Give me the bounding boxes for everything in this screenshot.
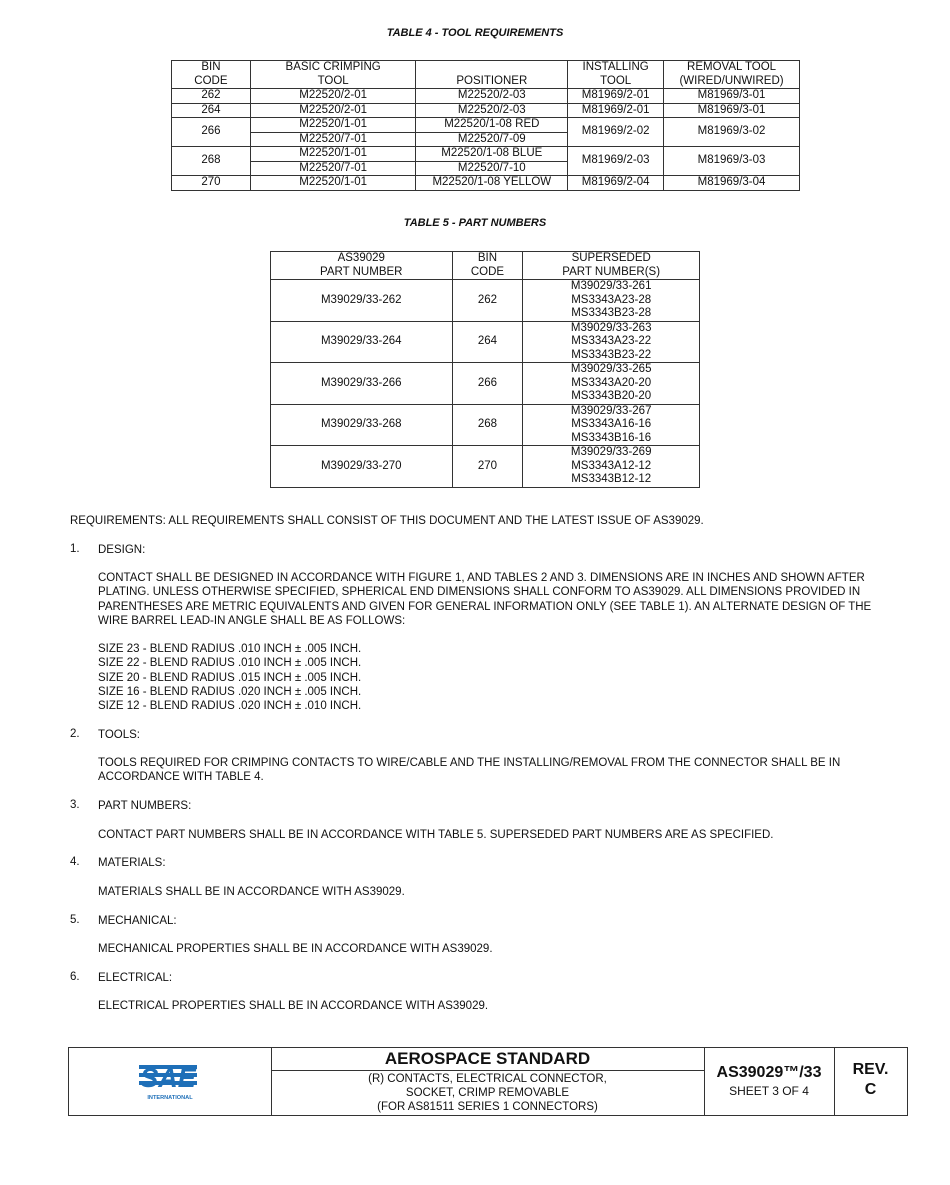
list-item: SIZE 12 - BLEND RADIUS .020 INCH ± .010 INCH. — [98, 700, 362, 713]
cell-part: M39029/33-264 — [271, 321, 453, 363]
cell-bin: 264 — [172, 103, 251, 118]
section-title: MATERIALS: — [98, 857, 166, 869]
svg-text:SAE: SAE — [140, 1063, 196, 1093]
cell-install: M81969/2-01 — [568, 103, 664, 118]
section-number: 6. — [70, 971, 80, 983]
cell-part: M39029/33-262 — [271, 280, 453, 322]
section-body: CONTACT PART NUMBERS SHALL BE IN ACCORDANCE WITH TABLE 5. SUPERSEDED PART NUMBERS ARE AS SPECIFIED. — [98, 829, 774, 841]
cell-superseded: M39029/33-267 MS3343A16-16 MS3343B16-16 — [523, 404, 700, 446]
cell-removal: M81969/3-01 — [664, 103, 800, 118]
table-row — [271, 446, 700, 488]
cell-removal: M81969/3-01 — [664, 89, 800, 104]
cell-superseded: M39029/33-263 MS3343A23-22 MS3343B23-22 — [523, 321, 700, 363]
header-superseded: SUPERSEDED PART NUMBER(S) — [523, 252, 700, 280]
cell-crimp: M22520/2-01 — [250, 103, 416, 118]
table-row — [271, 321, 700, 363]
cell-bin: 266 — [452, 363, 523, 405]
list-item: SIZE 16 - BLEND RADIUS .020 INCH ± .005 INCH. — [98, 685, 362, 698]
list-item: SIZE 23 - BLEND RADIUS .010 INCH ± .005 INCH. — [98, 643, 362, 655]
table-row — [172, 176, 800, 191]
requirements-statement: REQUIREMENTS: ALL REQUIREMENTS SHALL CONSIST OF THIS DOCUMENT AND THE LATEST ISSUE OF AS39029. — [70, 515, 704, 527]
cell-positioner: M22520/1-08 BLUE — [416, 147, 568, 162]
table4-caption: TABLE 4 - TOOL REQUIREMENTS — [386, 27, 564, 39]
cell-bin: 264 — [452, 321, 523, 363]
cell-removal: M81969/3-03 — [664, 147, 800, 176]
cell-crimp: M22520/7-01 — [250, 161, 416, 176]
section-number: 4. — [70, 856, 80, 868]
section-body: MECHANICAL PROPERTIES SHALL BE IN ACCORDANCE WITH AS39029. — [98, 943, 493, 955]
cell-positioner: M22520/1-08 RED — [416, 118, 568, 133]
cell-part: M39029/33-268 — [271, 404, 453, 446]
sae-logo — [137, 1062, 203, 1102]
svg-text:INTERNATIONAL: INTERNATIONAL — [147, 1095, 193, 1101]
cell-bin: 270 — [452, 446, 523, 488]
cell-superseded: M39029/33-265 MS3343A20-20 MS3343B20-20 — [523, 363, 700, 405]
document-description: (R) CONTACTS, ELECTRICAL CONNECTOR, SOCKET, CRIMP REMOVABLE (FOR AS81511 SERIES 1 CONNECTORS) — [368, 1073, 607, 1113]
cell-superseded: M39029/33-261 MS3343A23-28 MS3343B23-28 — [523, 280, 700, 322]
cell-crimp: M22520/2-01 — [250, 89, 416, 104]
section-body: TOOLS REQUIRED FOR CRIMPING CONTACTS TO WIRE/CABLE AND THE INSTALLING/REMOVAL FROM THE CONNECTOR SHALL BE IN ACCORDANCE WITH TABLE 4. — [98, 757, 841, 784]
standard-title: AEROSPACE STANDARD — [271, 1048, 704, 1071]
blend-radius-list — [98, 642, 361, 713]
title-cell — [271, 1048, 705, 1115]
cell-bin: 262 — [452, 280, 523, 322]
cell-positioner: M22520/1-08 YELLOW — [416, 176, 568, 191]
header-crimping-tool: BASIC CRIMPING TOOL — [250, 61, 416, 89]
cell-positioner: M22520/2-03 — [416, 103, 568, 118]
table-row — [271, 404, 700, 446]
section-title: TOOLS: — [98, 729, 140, 741]
header-bin-code: BIN CODE — [172, 61, 251, 89]
cell-install: M81969/2-03 — [568, 147, 664, 176]
cell-superseded: M39029/33-269 MS3343A12-12 MS3343B12-12 — [523, 446, 700, 488]
section-body: ELECTRICAL PROPERTIES SHALL BE IN ACCORDANCE WITH AS39029. — [98, 1000, 489, 1012]
cell-install: M81969/2-01 — [568, 89, 664, 104]
cell-crimp: M22520/1-01 — [250, 176, 416, 191]
cell-bin: 268 — [452, 404, 523, 446]
section-number: 2. — [70, 728, 80, 740]
section-body: MATERIALS SHALL BE IN ACCORDANCE WITH AS39029. — [98, 886, 405, 898]
cell-crimp: M22520/1-01 — [250, 118, 416, 133]
section-body: CONTACT SHALL BE DESIGNED IN ACCORDANCE WITH FIGURE 1, AND TABLES 2 AND 3. DIMENSIONS ARE IN INCHES AND SHOWN AFTER PLATING. UNLESS OTHERWISE SPECIFIED, SPHERICAL END DIMENSIONS SHALL CONFORM TO AS39029. ALL DIMENSIONS PROVIDED IN PARENTHESES ARE METRIC EQUIVALENTS AND GIVEN FOR GENERAL INFORMATION ONLY (SEE TABLE 1). AN ALTERNATE DESIGN OF THE WIRE BARREL LEAD-IN ANGLE SHALL BE AS FOLLOWS: — [98, 572, 872, 627]
cell-removal: M81969/3-04 — [664, 176, 800, 191]
table-header-row — [172, 61, 800, 89]
header-part-number: AS39029 PART NUMBER — [271, 252, 453, 280]
section-title: DESIGN: — [98, 544, 146, 556]
cell-part: M39029/33-270 — [271, 446, 453, 488]
section-number: 1. — [70, 543, 80, 555]
logo-cell — [69, 1048, 272, 1115]
section-number: 5. — [70, 914, 80, 926]
tool-requirements-table — [171, 60, 800, 191]
list-item: SIZE 22 - BLEND RADIUS .010 INCH ± .005 INCH. — [98, 657, 362, 670]
document-id-cell — [704, 1048, 835, 1115]
cell-crimp: M22520/1-01 — [250, 147, 416, 162]
table5-caption: TABLE 5 - PART NUMBERS — [403, 217, 547, 229]
section-title: MECHANICAL: — [98, 915, 177, 927]
section-title: ELECTRICAL: — [98, 972, 173, 984]
table-row — [172, 118, 800, 133]
cell-bin: 268 — [172, 147, 251, 176]
revision-cell — [834, 1048, 907, 1115]
cell-bin: 266 — [172, 118, 251, 147]
revision: REV. C — [852, 1061, 889, 1098]
list-item: SIZE 20 - BLEND RADIUS .015 INCH ± .005 INCH. — [98, 671, 362, 684]
sheet-number: SHEET 3 OF 4 — [729, 1084, 809, 1098]
cell-crimp: M22520/7-01 — [250, 132, 416, 147]
cell-install: M81969/2-04 — [568, 176, 664, 191]
section-number: 3. — [70, 799, 80, 811]
table-header-row — [271, 252, 700, 280]
table-row — [172, 103, 800, 118]
section-title: PART NUMBERS: — [98, 800, 192, 812]
header-bin-code: BIN CODE — [452, 252, 523, 280]
cell-part: M39029/33-266 — [271, 363, 453, 405]
cell-bin: 270 — [172, 176, 251, 191]
table-row — [172, 147, 800, 162]
header-installing-tool: INSTALLING TOOL — [568, 61, 664, 89]
table-row — [271, 280, 700, 322]
header-removal-tool: REMOVAL TOOL (WIRED/UNWIRED) — [664, 61, 800, 89]
cell-install: M81969/2-02 — [568, 118, 664, 147]
document-number: AS39029™/33 — [716, 1064, 822, 1081]
cell-bin: 262 — [172, 89, 251, 104]
title-block — [68, 1047, 908, 1116]
cell-positioner: M22520/7-10 — [416, 161, 568, 176]
part-numbers-table — [270, 251, 700, 488]
cell-removal: M81969/3-02 — [664, 118, 800, 147]
cell-positioner: M22520/2-03 — [416, 89, 568, 104]
header-positioner: POSITIONER — [416, 61, 568, 89]
table-row — [271, 363, 700, 405]
cell-positioner: M22520/7-09 — [416, 132, 568, 147]
table-row — [172, 89, 800, 104]
